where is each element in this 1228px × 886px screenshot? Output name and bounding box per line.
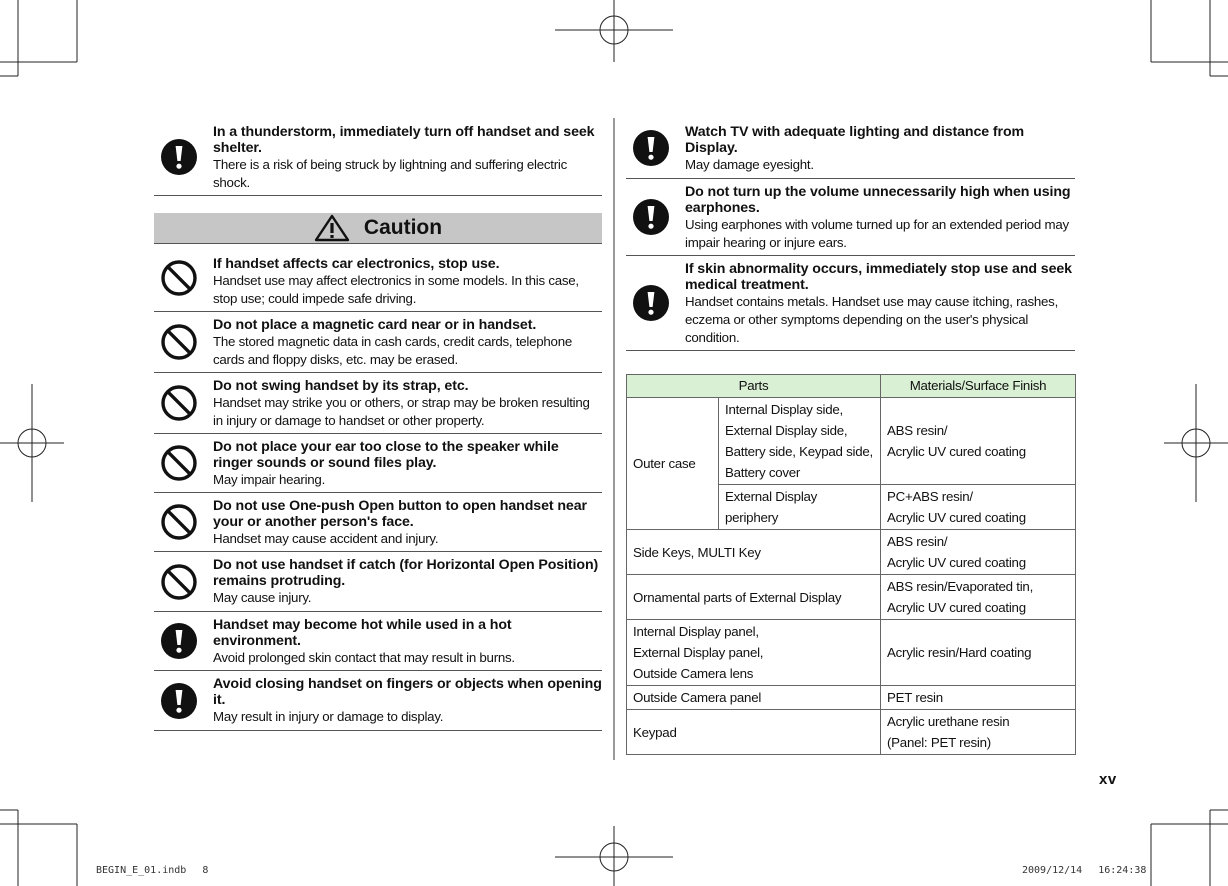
mandatory-action-icon bbox=[632, 129, 670, 167]
table-header-row bbox=[627, 375, 1076, 398]
table-cell: PET resin bbox=[881, 686, 1076, 710]
mandatory-action-icon bbox=[160, 138, 198, 176]
right-items bbox=[626, 118, 1075, 351]
table-row bbox=[627, 686, 1076, 710]
table-cell: Internal Display side, External Display side, Battery side, Keypad side, Battery cover bbox=[719, 398, 881, 485]
item-description: May impair hearing. bbox=[213, 472, 326, 487]
item-title: Do not swing handset by its strap, etc. bbox=[213, 378, 469, 394]
table-cell: Acrylic resin/Hard coating bbox=[881, 620, 1076, 686]
warning-triangle-icon bbox=[314, 214, 350, 242]
table-cell: Side Keys, MULTI Key bbox=[627, 530, 881, 575]
list-item bbox=[626, 118, 1075, 179]
prohibition-icon bbox=[160, 323, 198, 361]
item-title: Handset may become hot while used in a hot environment. bbox=[213, 617, 512, 649]
left-column bbox=[154, 118, 602, 731]
item-title: Do not use handset if catch (for Horizontal Open Position) remains protruding. bbox=[213, 557, 599, 589]
table-row bbox=[627, 710, 1076, 755]
list-item bbox=[154, 118, 602, 196]
item-description: Handset may strike you or others, or strap may be broken resulting in injury or damage to handset or other property. bbox=[213, 395, 590, 428]
item-title: Do not use One-push Open button to open handset near your or another person's face. bbox=[213, 498, 587, 530]
item-description: Using earphones with volume turned up for an extended period may impair hearing or injure ears. bbox=[685, 217, 1069, 250]
list-item bbox=[154, 373, 602, 434]
materials-table bbox=[626, 374, 1076, 755]
table-cell: ABS resin/Evaporated tin, Acrylic UV cured coating bbox=[881, 575, 1076, 620]
list-item bbox=[154, 244, 602, 312]
list-item bbox=[626, 179, 1075, 256]
outer-case-cell: Outer case bbox=[627, 398, 719, 530]
caution-heading bbox=[154, 213, 602, 244]
caution-items bbox=[154, 244, 602, 731]
item-description: Handset may cause accident and injury. bbox=[213, 531, 439, 546]
header-parts: Parts bbox=[627, 375, 881, 398]
table-cell: Acrylic urethane resin (Panel: PET resin) bbox=[881, 710, 1076, 755]
table-cell: ABS resin/ Acrylic UV cured coating bbox=[881, 398, 1076, 485]
item-title: In a thunderstorm, immediately turn off handset and seek shelter. bbox=[213, 124, 595, 156]
item-title: If skin abnormality occurs, immediately stop use and seek medical treatment. bbox=[685, 261, 1072, 293]
item-title: Do not place a magnetic card near or in handset. bbox=[213, 317, 537, 333]
mandatory-action-icon bbox=[160, 622, 198, 660]
left-top-items bbox=[154, 118, 602, 196]
table-row bbox=[627, 398, 1076, 485]
list-item bbox=[154, 612, 602, 671]
item-title: Watch TV with adequate lighting and distance from Display. bbox=[685, 124, 1025, 156]
table-cell: External Display periphery bbox=[719, 485, 881, 530]
table-row bbox=[627, 575, 1076, 620]
item-description: May cause injury. bbox=[213, 590, 312, 605]
table-cell: Keypad bbox=[627, 710, 881, 755]
caution-label: Caution bbox=[363, 216, 443, 239]
list-item bbox=[154, 552, 602, 612]
table-cell: ABS resin/ Acrylic UV cured coating bbox=[881, 530, 1076, 575]
item-title: Do not place your ear too close to the speaker while ringer sounds or sound files play. bbox=[213, 439, 559, 471]
column-divider bbox=[613, 118, 615, 760]
page-number: xv bbox=[1099, 771, 1117, 788]
item-description: There is a risk of being struck by lightning and suffering electric shock. bbox=[213, 157, 568, 190]
table-cell: PC+ABS resin/ Acrylic UV cured coating bbox=[881, 485, 1076, 530]
table-row bbox=[627, 530, 1076, 575]
item-title: If handset affects car electronics, stop use. bbox=[213, 256, 500, 272]
mandatory-action-icon bbox=[632, 198, 670, 236]
table-row bbox=[627, 620, 1076, 686]
table-cell: Internal Display panel, External Display panel, Outside Camera lens bbox=[627, 620, 881, 686]
item-description: May result in injury or damage to display. bbox=[213, 709, 444, 724]
list-item bbox=[154, 434, 602, 493]
prohibition-icon bbox=[160, 444, 198, 482]
prohibition-icon bbox=[160, 384, 198, 422]
prohibition-icon bbox=[160, 563, 198, 601]
item-description: Handset contains metals. Handset use may cause itching, rashes, eczema or other symptoms depending on the user's physical condition. bbox=[685, 294, 1059, 345]
mandatory-action-icon bbox=[160, 682, 198, 720]
item-description: Handset use may affect electronics in some models. In this case, stop use; could impede safe driving. bbox=[213, 273, 579, 306]
item-title: Do not turn up the volume unnecessarily high when using earphones. bbox=[685, 184, 1071, 216]
table-cell: Ornamental parts of External Display bbox=[627, 575, 881, 620]
item-description: May damage eyesight. bbox=[685, 157, 814, 172]
item-description: The stored magnetic data in cash cards, credit cards, telephone cards and floppy disks, etc. may be erased. bbox=[213, 334, 572, 367]
mandatory-action-icon bbox=[632, 284, 670, 322]
list-item bbox=[154, 493, 602, 552]
table-cell: Outside Camera panel bbox=[627, 686, 881, 710]
item-description: Avoid prolonged skin contact that may result in burns. bbox=[213, 650, 515, 665]
right-column bbox=[626, 118, 1075, 351]
list-item bbox=[626, 256, 1075, 351]
footer-file: BEGIN_E_01.indb 8 bbox=[96, 865, 209, 876]
list-item bbox=[154, 312, 602, 373]
prohibition-icon bbox=[160, 259, 198, 297]
item-title: Avoid closing handset on fingers or objects when opening it. bbox=[213, 676, 602, 708]
prohibition-icon bbox=[160, 503, 198, 541]
header-materials: Materials/Surface Finish bbox=[881, 375, 1076, 398]
footer-timestamp: 2009/12/14 16:24:38 bbox=[1022, 865, 1147, 876]
list-item bbox=[154, 671, 602, 731]
